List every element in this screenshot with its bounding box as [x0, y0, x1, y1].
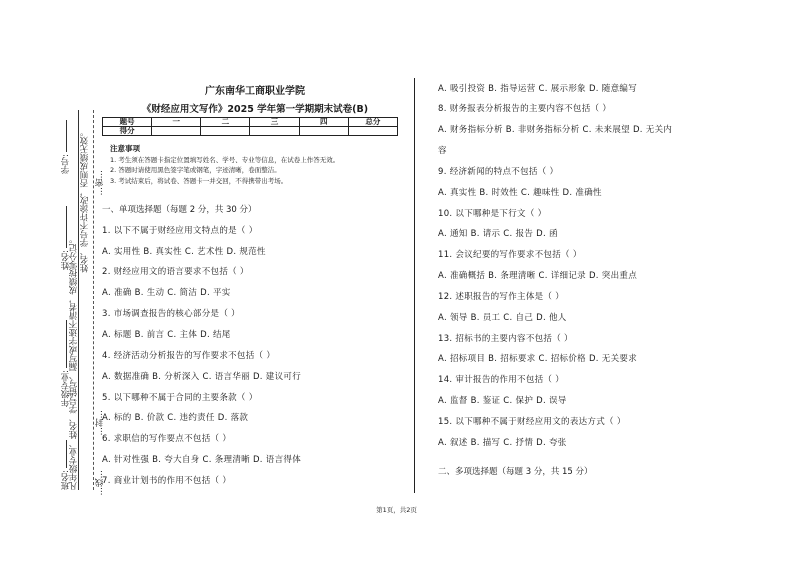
notice-block — [110, 144, 339, 186]
options-3: A. 标题 B. 前言 C. 主体 D. 结尾 — [102, 330, 231, 340]
question-13: 13. 招标书的主要内容不包括（ ） — [438, 334, 573, 344]
score-header-cell: 三 — [250, 118, 299, 127]
question-3: 3. 市场调查报告的核心部分是（ ） — [102, 309, 240, 319]
options-7: A. 吸引投资 B. 指导运营 C. 展示形象 D. 随意编写 — [438, 84, 637, 94]
question-11: 11. 会议纪要的写作要求不包括（ ） — [438, 250, 582, 260]
options-10: A. 通知 B. 请示 C. 报告 D. 函 — [438, 229, 558, 239]
major-label: 年级专业: — [61, 370, 71, 407]
score-cell[interactable] — [201, 127, 250, 136]
question-10: 10. 以下哪种是下行文（ ） — [438, 209, 547, 219]
notice-item: 3. 考试结束后，将试卷、答题卡一并交回，不得携带出考场。 — [110, 176, 288, 185]
score-cell[interactable] — [152, 127, 201, 136]
score-table — [102, 117, 398, 136]
options-15: A. 叙述 B. 描写 C. 抒情 D. 夸张 — [438, 438, 567, 448]
score-header-cell: 总分 — [348, 118, 397, 127]
score-header-cell: 二 — [201, 118, 250, 127]
question-12: 12. 述职报告的写作主体是（ ） — [438, 292, 565, 302]
notice-item: 1. 考生须在答题卡指定位置填写姓名、学号、专业等信息，在试卷上作答无效。 — [110, 155, 340, 164]
score-header-cell: 一 — [152, 118, 201, 127]
section-2-title: 二、多项选择题（每题 3 分，共 15 分） — [438, 467, 593, 477]
question-6: 6. 求职信的写作要点不包括（ ） — [102, 434, 232, 444]
binding-note-1: 姓名、学号不许涂改，否则成绩无效。 — [80, 128, 90, 273]
student-id-fill-line[interactable] — [66, 120, 67, 152]
school-name: 广东南华工商职业学院 — [205, 86, 305, 97]
question-4: 4. 经济活动分析报告的写作要求不包括（ ） — [102, 351, 276, 361]
name-fill-line[interactable] — [66, 206, 67, 248]
question-1: 1. 以下不属于财经应用文特点的是（ ） — [102, 226, 258, 236]
options-2: A. 准确 B. 生动 C. 简洁 D. 平实 — [102, 288, 231, 298]
options-8: A. 财务指标分析 B. 非财务指标分析 C. 未来展望 D. 无关内 — [438, 125, 673, 135]
question-8: 8. 财务报表分析报告的主要内容不包括（ ） — [438, 104, 612, 114]
question-5: 5. 以下哪种不属于合同的主要条款（ ） — [102, 393, 258, 403]
question-9: 9. 经济新闻的特点不包括（ ） — [438, 167, 559, 177]
options-4: A. 数据准确 B. 分析深入 C. 语言华丽 D. 建议可行 — [102, 372, 301, 382]
binding-note-2: 凡年级专业、姓名、学号错写、漏写或字迹不清者，成绩按零分记。 — [69, 235, 79, 490]
question-14: 14. 审计报告的作用不包括（ ） — [438, 375, 565, 385]
score-cell[interactable] — [250, 127, 299, 136]
score-row-label: 得分 — [103, 127, 152, 136]
options-13: A. 招标项目 B. 招标要求 C. 招标价格 D. 无关要求 — [438, 354, 637, 364]
question-7: 7. 商业计划书的作用不包括（ ） — [102, 476, 232, 486]
options-1: A. 实用性 B. 真实性 C. 艺术性 D. 规范性 — [102, 247, 266, 257]
class-label: 班名: — [61, 470, 71, 490]
name-label: 姓名: — [61, 250, 71, 270]
question-2: 2. 财经应用文的语言要求不包括（ ） — [102, 267, 249, 277]
class-fill-line[interactable] — [66, 440, 67, 468]
question-15: 15. 以下哪种不属于财经应用文的表达方式（ ） — [438, 417, 626, 427]
notice-item: 2. 答题时请使用黑色签字笔或钢笔，字迹清晰，卷面整洁。 — [110, 166, 281, 174]
score-cell[interactable] — [299, 127, 348, 136]
exam-title: 《财经应用文写作》2025 学年第一学期期末试卷(B) — [141, 104, 369, 115]
options-12: A. 领导 B. 员工 C. 自己 D. 他人 — [438, 313, 567, 323]
page-footer: 第1页，共2页 — [376, 506, 417, 514]
notice-title: 注意事项 — [110, 144, 140, 153]
options-14: A. 监督 B. 鉴证 C. 保护 D. 误导 — [438, 396, 567, 406]
score-header-cell: 题号 — [103, 118, 152, 127]
score-cell[interactable] — [348, 127, 397, 136]
section-1-title: 一、单项选择题（每题 2 分，共 30 分） — [102, 205, 257, 215]
options-11: A. 准确概括 B. 条理清晰 C. 详细记录 D. 突出重点 — [438, 271, 637, 281]
score-table-header-row — [103, 118, 398, 127]
score-table-score-row — [103, 127, 398, 136]
score-header-cell: 四 — [299, 118, 348, 127]
options-8-continued: 容 — [438, 146, 447, 156]
student-id-label: 学号: — [61, 154, 71, 174]
seal-mark-mi: …密… — [95, 170, 105, 196]
seal-mark-xian: …线… — [95, 470, 105, 496]
options-5: A. 标的 B. 价款 C. 违约责任 D. 落款 — [102, 413, 249, 423]
major-fill-line[interactable] — [66, 320, 67, 368]
seal-mark-feng: …封… — [95, 410, 105, 436]
options-9: A. 真实性 B. 时效性 C. 趣味性 D. 准确性 — [438, 188, 602, 198]
column-divider — [414, 78, 415, 493]
options-6: A. 针对性强 B. 夸大自身 C. 条理清晰 D. 语言得体 — [102, 455, 301, 465]
